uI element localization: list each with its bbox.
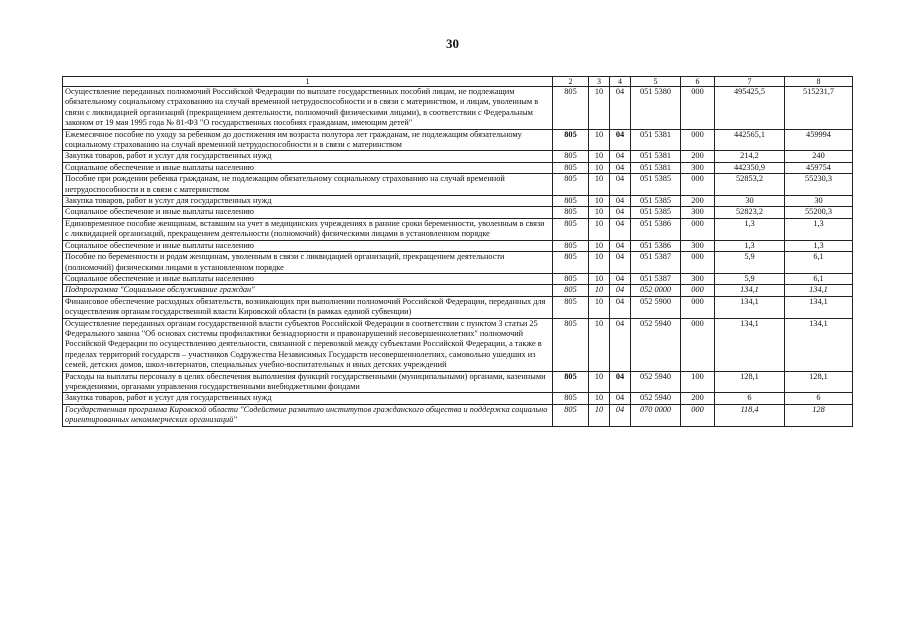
row-name-cell: Осуществление переданных органам государственной власти субъектов Российской Федерации в соответствии с пунктом 3 статьи 25 Федерального закона "Об основах системы профилактики безнадзорности и правонарушений несовершеннолетних" полномочий Российской Федерации по осуществлению деятельности, связанной с перевозкой между субъектами Российской Федерации, а также в пределах территорий государств – участников Содружества Независимых Государств несовершеннолетних, самовольно ушедших из семей, детских домов, школ-интернатов, специальных учебно-воспитательных и иных детских учреждений [63, 318, 553, 371]
row-value-cell: 805 [553, 252, 589, 274]
row-name-cell: Финансовое обеспечение расходных обязательств, возникающих при выполнении полномочий Российской Федерации, переданных для осуществления органам государственной власти Кировской области (в рамках единой субвенции) [63, 296, 553, 318]
row-value-cell: 805 [553, 404, 589, 426]
row-value-cell: 052 5940 [631, 393, 681, 404]
row-value-cell: 10 [589, 129, 610, 151]
row-value-cell: 052 0000 [631, 285, 681, 296]
row-value-cell: 10 [589, 296, 610, 318]
table-row [63, 87, 853, 130]
row-value-cell: 052 5940 [631, 318, 681, 371]
row-name-cell: Закупка товаров, работ и услуг для государственных нужд [63, 151, 553, 162]
row-value-cell: 051 5380 [631, 87, 681, 130]
row-value-cell: 30 [785, 196, 853, 207]
row-value-cell: 051 5385 [631, 207, 681, 218]
row-value-cell: 300 [681, 207, 715, 218]
row-value-cell: 134,1 [715, 285, 785, 296]
row-value-cell: 805 [553, 129, 589, 151]
row-value-cell: 200 [681, 151, 715, 162]
row-value-cell: 04 [610, 285, 631, 296]
row-value-cell: 070 0000 [631, 404, 681, 426]
row-value-cell: 051 5381 [631, 129, 681, 151]
table-row [63, 240, 853, 251]
table-row [63, 393, 853, 404]
column-header: 5 [631, 77, 681, 87]
row-name-cell: Социальное обеспечение и иные выплаты населению [63, 207, 553, 218]
row-value-cell: 495425,5 [715, 87, 785, 130]
row-value-cell: 200 [681, 196, 715, 207]
table-row [63, 174, 853, 196]
row-value-cell: 000 [681, 129, 715, 151]
row-value-cell: 805 [553, 151, 589, 162]
row-value-cell: 134,1 [715, 318, 785, 371]
row-name-cell: Закупка товаров, работ и услуг для государственных нужд [63, 393, 553, 404]
row-value-cell: 10 [589, 285, 610, 296]
table-row [63, 252, 853, 274]
row-name-cell: Социальное обеспечение и иные выплаты населению [63, 240, 553, 251]
row-value-cell: 04 [610, 162, 631, 173]
table-row [63, 162, 853, 173]
row-value-cell: 052 5940 [631, 371, 681, 393]
table-row [63, 196, 853, 207]
row-value-cell: 10 [589, 151, 610, 162]
row-value-cell: 55200,3 [785, 207, 853, 218]
row-value-cell: 118,4 [715, 404, 785, 426]
row-value-cell: 52823,2 [715, 207, 785, 218]
row-value-cell: 805 [553, 218, 589, 240]
row-value-cell: 515231,7 [785, 87, 853, 130]
row-value-cell: 10 [589, 273, 610, 284]
row-name-cell: Ежемесячное пособие по уходу за ребенком до достижения им возраста полутора лет гражданам, не подлежащим обязательному социальному страхованию на случай временной нетрудоспособности и в связи с материнством [63, 129, 553, 151]
row-value-cell: 805 [553, 296, 589, 318]
row-value-cell: 051 5386 [631, 240, 681, 251]
table-row [63, 273, 853, 284]
row-value-cell: 04 [610, 151, 631, 162]
row-value-cell: 10 [589, 393, 610, 404]
row-value-cell: 04 [610, 393, 631, 404]
row-value-cell: 052 5900 [631, 296, 681, 318]
header-row [63, 77, 853, 87]
row-value-cell: 10 [589, 174, 610, 196]
row-value-cell: 300 [681, 162, 715, 173]
row-value-cell: 000 [681, 296, 715, 318]
row-value-cell: 051 5385 [631, 196, 681, 207]
row-value-cell: 000 [681, 87, 715, 130]
row-value-cell: 1,3 [715, 218, 785, 240]
row-value-cell: 134,1 [785, 285, 853, 296]
row-value-cell: 04 [610, 87, 631, 130]
row-name-cell: Единовременное пособие женщинам, вставшим на учет в медицинских учреждениях в ранние сроки беременности, уволенным в связи с ликвидацией организаций, прекращением деятельности (полномочий) физическими лицами в установленном порядке [63, 218, 553, 240]
row-value-cell: 051 5381 [631, 162, 681, 173]
row-name-cell: Социальное обеспечение и иные выплаты населению [63, 273, 553, 284]
row-value-cell: 55230,3 [785, 174, 853, 196]
row-value-cell: 805 [553, 285, 589, 296]
row-value-cell: 000 [681, 174, 715, 196]
row-name-cell: Закупка товаров, работ и услуг для государственных нужд [63, 196, 553, 207]
row-value-cell: 805 [553, 240, 589, 251]
row-name-cell: Расходы на выплаты персоналу в целях обеспечения выполнения функций государственными (муниципальными) органами, казенными учреждениями, органами управления государственными внебюджетными фондами [63, 371, 553, 393]
row-value-cell: 051 5385 [631, 174, 681, 196]
row-value-cell: 805 [553, 318, 589, 371]
row-value-cell: 200 [681, 393, 715, 404]
row-value-cell: 459754 [785, 162, 853, 173]
row-name-cell: Осуществление переданных полномочий Российской Федерации по выплате государственных пособий лицам, не подлежащим обязательному социальному страхованию на случай временной нетрудоспособности и в связи с материнством, и лицам, уволенным в связи с ликвидацией организаций (прекращением деятельности, полномочий физическими лицами), в соответствии с Федеральным законом от 19 мая 1995 года № 81-ФЗ "О государственных пособиях гражданам, имеющим детей" [63, 87, 553, 130]
column-header: 4 [610, 77, 631, 87]
table-row [63, 404, 853, 426]
page-number: 30 [446, 36, 459, 51]
row-name-cell: Государственная программа Кировской области "Содействие развитию институтов гражданского общества и поддержка социально ориентированных некоммерческих организаций" [63, 404, 553, 426]
row-value-cell: 04 [610, 296, 631, 318]
row-value-cell: 10 [589, 218, 610, 240]
row-value-cell: 5,9 [715, 273, 785, 284]
table-row [63, 129, 853, 151]
row-value-cell: 04 [610, 404, 631, 426]
column-header: 3 [589, 77, 610, 87]
row-value-cell: 04 [610, 252, 631, 274]
row-value-cell: 805 [553, 273, 589, 284]
column-header: 6 [681, 77, 715, 87]
row-value-cell: 10 [589, 371, 610, 393]
table-row [63, 296, 853, 318]
row-value-cell: 10 [589, 318, 610, 371]
table-row [63, 207, 853, 218]
row-value-cell: 04 [610, 240, 631, 251]
row-value-cell: 128,1 [715, 371, 785, 393]
row-value-cell: 04 [610, 129, 631, 151]
row-value-cell: 000 [681, 252, 715, 274]
row-value-cell: 6 [715, 393, 785, 404]
row-value-cell: 000 [681, 218, 715, 240]
row-value-cell: 6 [785, 393, 853, 404]
row-value-cell: 214,2 [715, 151, 785, 162]
row-name-cell: Пособие по беременности и родам женщинам, уволенным в связи с ликвидацией организаций, прекращением деятельности (полномочий) физическими лицами в установленном порядке [63, 252, 553, 274]
row-value-cell: 134,1 [785, 296, 853, 318]
row-value-cell: 051 5387 [631, 273, 681, 284]
row-value-cell: 805 [553, 207, 589, 218]
row-name-cell: Социальное обеспечение и иные выплаты населению [63, 162, 553, 173]
row-value-cell: 04 [610, 174, 631, 196]
row-value-cell: 128 [785, 404, 853, 426]
row-value-cell: 5,9 [715, 252, 785, 274]
row-value-cell: 6,1 [785, 252, 853, 274]
row-value-cell: 04 [610, 207, 631, 218]
table-row [63, 285, 853, 296]
row-value-cell: 04 [610, 218, 631, 240]
row-value-cell: 04 [610, 318, 631, 371]
budget-table [62, 76, 853, 427]
row-value-cell: 30 [715, 196, 785, 207]
row-value-cell: 805 [553, 87, 589, 130]
row-value-cell: 805 [553, 174, 589, 196]
row-value-cell: 805 [553, 371, 589, 393]
row-value-cell: 128,1 [785, 371, 853, 393]
row-value-cell: 300 [681, 240, 715, 251]
row-value-cell: 10 [589, 404, 610, 426]
row-value-cell: 442565,1 [715, 129, 785, 151]
row-value-cell: 04 [610, 196, 631, 207]
row-value-cell: 051 5386 [631, 218, 681, 240]
row-value-cell: 10 [589, 87, 610, 130]
row-value-cell: 10 [589, 252, 610, 274]
row-value-cell: 100 [681, 371, 715, 393]
row-value-cell: 10 [589, 207, 610, 218]
row-value-cell: 1,3 [715, 240, 785, 251]
row-value-cell: 10 [589, 196, 610, 207]
column-header: 7 [715, 77, 785, 87]
row-value-cell: 134,1 [715, 296, 785, 318]
column-header: 1 [63, 77, 553, 87]
row-value-cell: 52853,2 [715, 174, 785, 196]
table-row [63, 218, 853, 240]
row-value-cell: 459994 [785, 129, 853, 151]
row-value-cell: 805 [553, 196, 589, 207]
row-value-cell: 04 [610, 371, 631, 393]
table-row [63, 318, 853, 371]
row-value-cell: 240 [785, 151, 853, 162]
row-value-cell: 000 [681, 318, 715, 371]
row-value-cell: 300 [681, 273, 715, 284]
row-value-cell: 805 [553, 162, 589, 173]
row-value-cell: 04 [610, 273, 631, 284]
row-value-cell: 1,3 [785, 240, 853, 251]
row-value-cell: 051 5381 [631, 151, 681, 162]
row-name-cell: Подпрограмма "Социальное обслуживание граждан" [63, 285, 553, 296]
row-name-cell: Пособие при рождении ребенка гражданам, не подлежащим обязательному социальному страхованию на случай временной нетрудоспособности и в связи с материнством [63, 174, 553, 196]
column-header: 8 [785, 77, 853, 87]
row-value-cell: 442350,9 [715, 162, 785, 173]
row-value-cell: 051 5387 [631, 252, 681, 274]
row-value-cell: 805 [553, 393, 589, 404]
row-value-cell: 1,3 [785, 218, 853, 240]
row-value-cell: 000 [681, 285, 715, 296]
row-value-cell: 134,1 [785, 318, 853, 371]
column-header: 2 [553, 77, 589, 87]
row-value-cell: 6,1 [785, 273, 853, 284]
table-row [63, 371, 853, 393]
row-value-cell: 000 [681, 404, 715, 426]
table-row [63, 151, 853, 162]
row-value-cell: 10 [589, 240, 610, 251]
row-value-cell: 10 [589, 162, 610, 173]
